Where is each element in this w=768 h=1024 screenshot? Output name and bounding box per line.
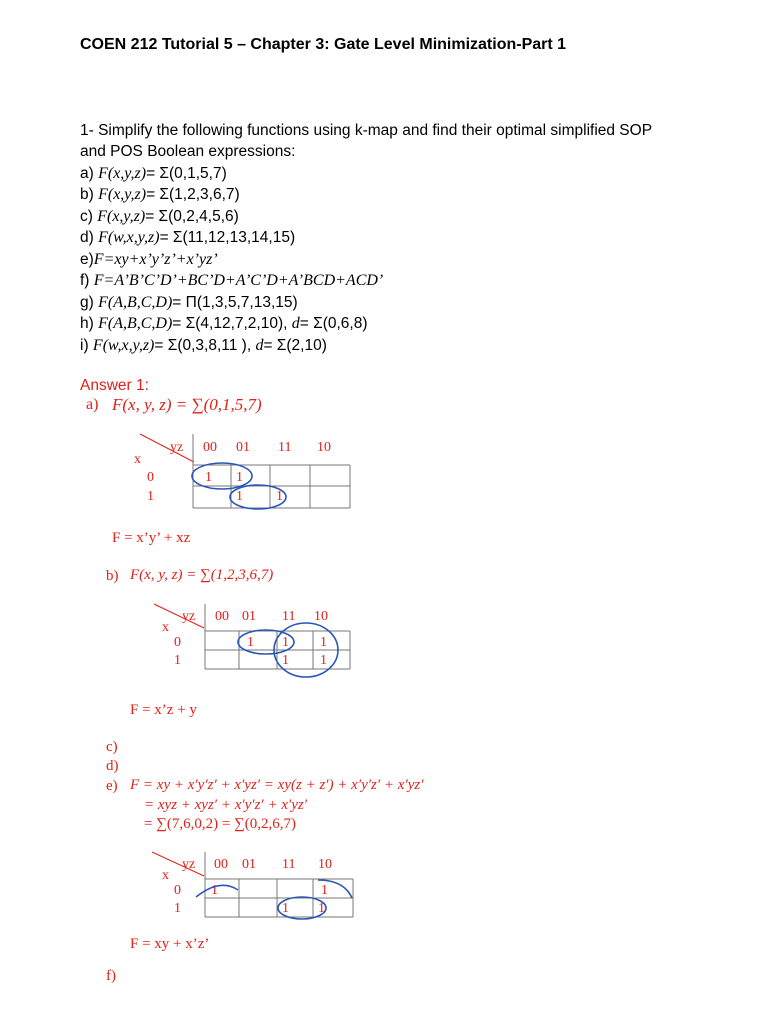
question-line-2: and POS Boolean expressions:	[80, 143, 296, 160]
question-item-i: i) F(w,x,y,z)= Σ(0,3,8,11 ), d= Σ(2,10)	[80, 337, 327, 354]
answer-d-label: d)	[106, 758, 119, 774]
question-line-1: 1- Simplify the following functions using k-map and find their optimal simplified SOP	[80, 122, 653, 139]
kmap-e-row-var: x	[162, 868, 169, 883]
kmap-e-cell-7: 1	[282, 901, 289, 916]
kmap-e-cell-6: 1	[318, 901, 325, 916]
kmap-e-col-01: 01	[242, 857, 256, 872]
kmap-a-group-1	[192, 463, 252, 489]
kmap-a-cell-0: 1	[205, 470, 212, 485]
kmap-e-col-11: 11	[282, 857, 296, 872]
kmap-e-diagonal	[152, 852, 204, 876]
kmap-b-cell-3: 1	[282, 635, 289, 650]
answer-heading: Answer 1:	[80, 377, 149, 394]
kmap-a-row-var: x	[134, 452, 141, 467]
kmap-a-row-1: 1	[147, 489, 154, 504]
kmap-b-cell-2: 1	[320, 635, 327, 650]
answer-b-label: b)	[106, 568, 119, 584]
kmap-e-col-00: 00	[214, 857, 228, 872]
question-item-b: b) F(x,y,z)= Σ(1,2,3,6,7)	[80, 186, 240, 203]
answer-e-line-2: = xyz + xyz′ + x′y′z′ + x′yz′	[144, 797, 308, 813]
kmap-a-diagonal	[140, 434, 194, 462]
kmap-a-cell-7: 1	[276, 489, 283, 504]
kmap-e-row-1: 1	[174, 901, 181, 916]
kmap-e-row-0: 0	[174, 883, 181, 898]
kmap-b-col-10: 10	[314, 609, 328, 624]
kmap-b-row-1: 1	[174, 653, 181, 668]
kmap-b-col-var: yz	[182, 609, 196, 624]
answer-f-label: f)	[106, 968, 116, 984]
kmap-b-cell-1: 1	[247, 635, 254, 650]
kmap-e-cell-0: 1	[211, 883, 218, 898]
answer-a-label: a)	[86, 396, 99, 413]
kmap-e-cell-2: 1	[321, 883, 328, 898]
kmap-a-col-01: 01	[236, 440, 250, 455]
kmap-b-cell-6: 1	[320, 653, 327, 668]
answer-b-result: F = x’z + y	[130, 702, 197, 718]
answer-e-label: e)	[106, 778, 118, 794]
kmap-e-col-10: 10	[318, 857, 332, 872]
question-item-e: e)F=xy+x’y’z’+x’yz’	[80, 251, 218, 268]
kmap-a	[130, 432, 360, 512]
answer-c-label: c)	[106, 739, 118, 755]
kmap-e	[148, 850, 363, 930]
question-item-c: c) F(x,y,z)= Σ(0,2,4,5,6)	[80, 208, 239, 225]
answer-e-line-3: = ∑(7,6,0,2) = ∑(0,2,6,7)	[144, 816, 297, 832]
answer-e-result: F = xy + x’z’	[130, 936, 210, 952]
question-item-a: a) F(x,y,z)= Σ(0,1,5,7)	[80, 165, 227, 182]
question-item-d: d) F(w,x,y,z)= Σ(11,12,13,14,15)	[80, 229, 296, 246]
kmap-b	[150, 602, 360, 682]
kmap-b-col-11: 11	[282, 609, 296, 624]
kmap-e-col-var: yz	[182, 857, 196, 872]
kmap-a-cell-5: 1	[236, 489, 243, 504]
page-title: COEN 212 Tutorial 5 – Chapter 3: Gate Level Minimization-Part 1	[80, 36, 567, 53]
kmap-b-row-0: 0	[174, 635, 181, 650]
kmap-a-row-0: 0	[147, 470, 154, 485]
kmap-b-col-01: 01	[242, 609, 256, 624]
answer-a-expression: F(x, y, z) = ∑(0,1,5,7)	[112, 395, 262, 414]
kmap-a-col-11: 11	[278, 440, 292, 455]
question-item-f: f) F=A’B’C’D’+BC’D+A’C’D+A’BCD+ACD’	[80, 272, 384, 289]
question-item-g: g) F(A,B,C,D)= Π(1,3,5,7,13,15)	[80, 294, 298, 311]
kmap-a-col-10: 10	[317, 440, 331, 455]
kmap-a-col-var: yz	[170, 440, 184, 455]
answer-a-result: F = x’y’ + xz	[112, 530, 191, 546]
kmap-a-cell-1: 1	[236, 470, 243, 485]
kmap-b-row-var: x	[162, 620, 169, 635]
question-item-h: h) F(A,B,C,D)= Σ(4,12,7,2,10), d= Σ(0,6,8)	[80, 315, 368, 332]
kmap-a-col-00: 00	[203, 440, 217, 455]
kmap-b-cell-7: 1	[282, 653, 289, 668]
answer-b-expression: F(x, y, z) = ∑(1,2,3,6,7)	[130, 567, 274, 583]
kmap-b-col-00: 00	[215, 609, 229, 624]
answer-e-line-1: F = xy + x′y′z′ + x′yz′ = xy(z + z′) + x′y′z′ + x′yz′	[130, 777, 424, 793]
